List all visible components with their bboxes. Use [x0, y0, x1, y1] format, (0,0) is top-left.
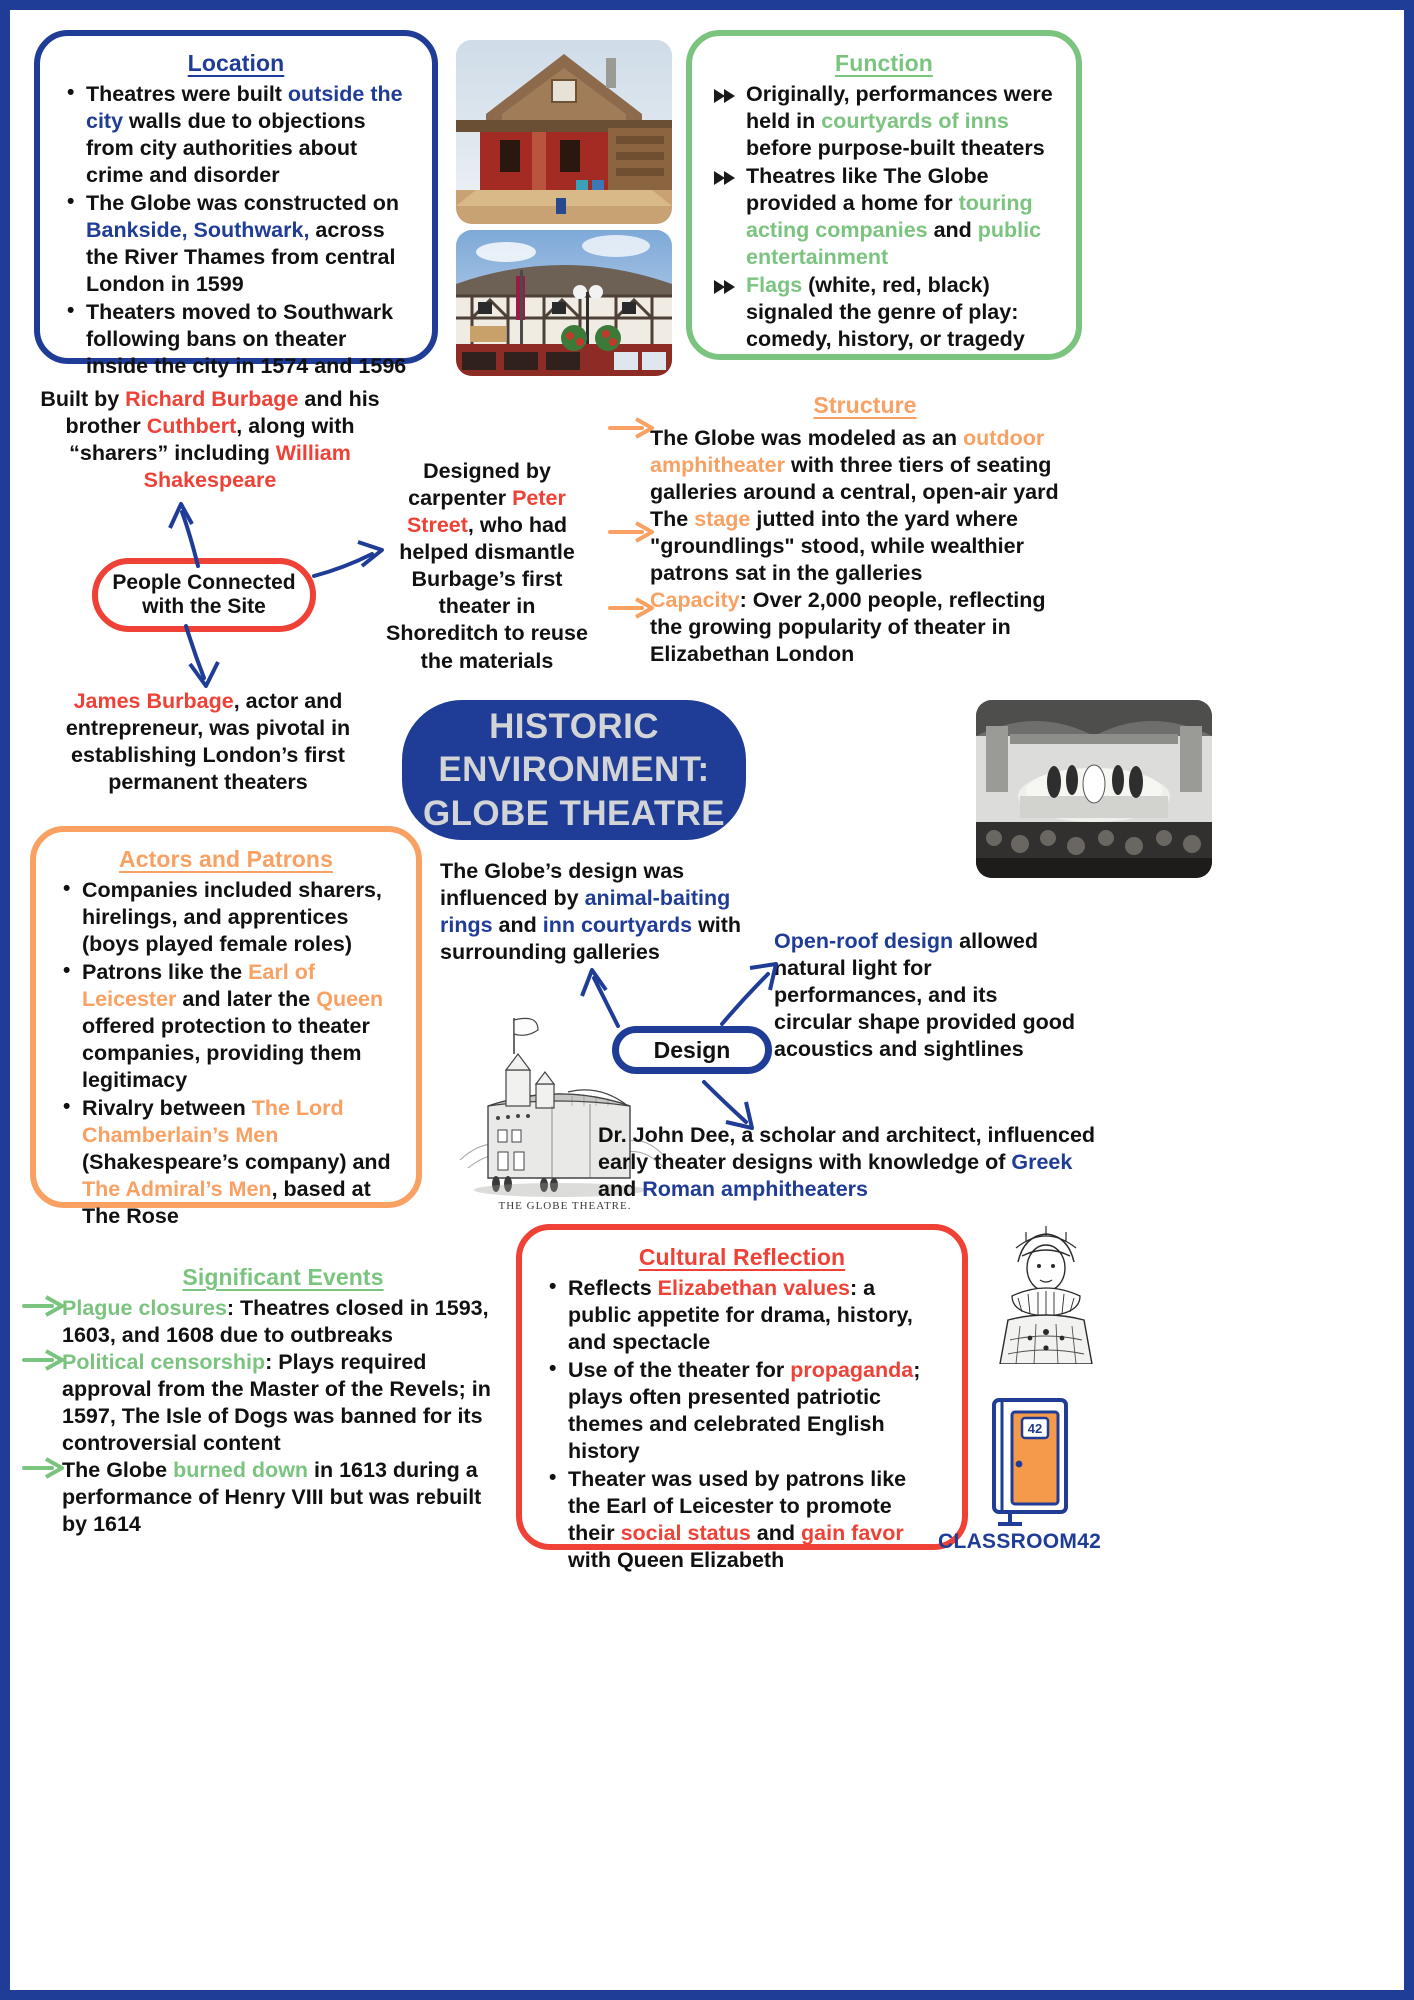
design-node[interactable] — [612, 1026, 772, 1074]
designed-by-text: Designed by carpenter Peter Street, who had helped dismantle Burbage’s first theater in Shoreditch to reuse the materials — [386, 459, 588, 673]
function-heading: Function — [835, 50, 933, 76]
james-burbage-text: James Burbage, actor and entrepreneur, was pivotal in establishing London’s first permanent theaters — [65, 689, 351, 795]
list-item: Theatres like The Globe provided a home for touring acting companies and public entertainment — [712, 163, 1056, 271]
list-item: • Companies included sharers, hirelings, and apprentices (boys played female roles) — [56, 877, 396, 958]
list-item: • The Globe was constructed on Bankside, Southwark, across the River Thames from central London in 1599 — [60, 190, 412, 298]
function-box — [686, 30, 1082, 360]
globe-design-text: The Globe’s design was influenced by animal-baiting rings and inn courtyards with surrounding galleries — [440, 859, 742, 965]
design-label: Design — [653, 1036, 731, 1063]
john-dee-text: Dr. John Dee, a scholar and architect, influenced early theater designs with knowledge of Greek and Roman amphitheaters — [598, 1123, 1096, 1202]
actors-list — [56, 877, 396, 1230]
design-up-left-arrow-icon — [576, 962, 636, 1030]
people-up-arrow-icon — [162, 498, 218, 568]
open-roof-text: Open-roof design allowed natural light for performances, and its circular shape provided good acoustics and sightlines — [774, 929, 1076, 1062]
list-item: • Theater was used by patrons like the Earl of Leicester to promote their social status and gain favor with Queen Elizabeth — [542, 1466, 942, 1574]
list-item: • Patrons like the Earl of Leicester and later the Queen offered protection to theater companies, providing them legitimacy — [56, 959, 396, 1094]
cultural-reflection-box — [516, 1224, 968, 1572]
events-heading: Significant Events — [182, 1264, 384, 1290]
structure-row: The stage jutted into the yard where "groundlings" stood, while wealthier patrons sat in the galleries — [650, 506, 1024, 585]
engraving-caption: THE GLOBE THEATRE. — [498, 1200, 632, 1212]
people-connected-node[interactable] — [92, 558, 316, 632]
cultural-heading: Cultural Reflection — [638, 1244, 846, 1270]
structure-row: The Globe was modeled as an outdoor amphitheater with three tiers of seating galleries around a central, open-air yard — [650, 426, 1059, 504]
events-row: Plague closures: Theatres closed in 1593, 1603, and 1608 due to outbreaks — [62, 1296, 489, 1347]
location-heading: Location — [187, 50, 285, 76]
title-line-1: HISTORIC — [489, 707, 659, 747]
list-item: Originally, performances were held in courtyards of inns before purpose-built theaters — [712, 81, 1056, 162]
title-line-2: ENVIRONMENT: — [438, 750, 710, 790]
book-number-text: 42 — [1027, 1421, 1043, 1436]
globe-exterior-photo — [456, 230, 672, 376]
location-box — [34, 30, 438, 378]
location-list — [60, 81, 412, 380]
title-line-3: GLOBE THEATRE — [422, 793, 726, 833]
people-connected-label: People Connected with the Site — [112, 570, 296, 618]
built-by-text: Built by Richard Burbage and his brother Cuthbert, along with “sharers” including William Shakespeare — [40, 387, 380, 493]
events-arrow-icon — [22, 1348, 66, 1372]
queen-elizabeth-portrait — [986, 1222, 1106, 1364]
events-row: The Globe burned down in 1613 during a performance of Henry VIII but was rebuilt by 1614 — [62, 1457, 482, 1536]
structure-arrow-icon — [608, 416, 656, 440]
globe-interior-photo — [456, 40, 672, 224]
classroom42-book-logo — [986, 1396, 1074, 1526]
structure-arrow-icon — [608, 520, 656, 544]
structure-heading: Structure — [813, 392, 917, 418]
design-up-right-arrow-icon — [716, 958, 786, 1030]
structure-arrow-icon — [608, 596, 656, 620]
significant-events-section — [62, 1264, 504, 1538]
list-item: • Theatres were built outside the city walls due to objections from city authorities about crime and disorder — [60, 81, 412, 189]
function-list — [712, 81, 1056, 353]
list-item: Flags (white, red, black) signaled the genre of play: comedy, history, or tragedy — [712, 272, 1056, 353]
events-arrow-icon — [22, 1456, 66, 1480]
people-right-arrow-icon — [312, 540, 388, 588]
list-item: • Reflects Elizabethan values: a public appetite for drama, history, and spectacle — [542, 1275, 942, 1356]
theatre-interior-engraving-photo — [976, 700, 1212, 878]
events-row: Political censorship: Plays required approval from the Master of the Revels; in 1597, The Isle of Dogs was banned for its controversial content — [62, 1349, 491, 1455]
people-down-arrow-icon — [170, 624, 230, 690]
list-item: • Theaters moved to Southwark following bans on theater inside the city in 1574 and 1596 — [60, 299, 412, 380]
list-item: • Rivalry between The Lord Chamberlain’s Men (Shakespeare’s company) and The Admiral’s Men, based at The Rose — [56, 1095, 396, 1230]
list-item: • Use of the theater for propaganda; plays often presented patriotic themes and celebrated English history — [542, 1357, 942, 1465]
actors-patrons-box — [30, 826, 422, 1228]
actors-heading: Actors and Patrons — [119, 846, 333, 872]
structure-row: Capacity: Over 2,000 people, reflecting the growing popularity of theater in Elizabethan London — [650, 587, 1046, 666]
classroom42-wordmark: CLASSROOM42 — [938, 1530, 1102, 1553]
events-arrow-icon — [22, 1294, 66, 1318]
structure-section — [650, 392, 1080, 668]
page-title — [402, 700, 746, 840]
cultural-list — [542, 1275, 942, 1574]
